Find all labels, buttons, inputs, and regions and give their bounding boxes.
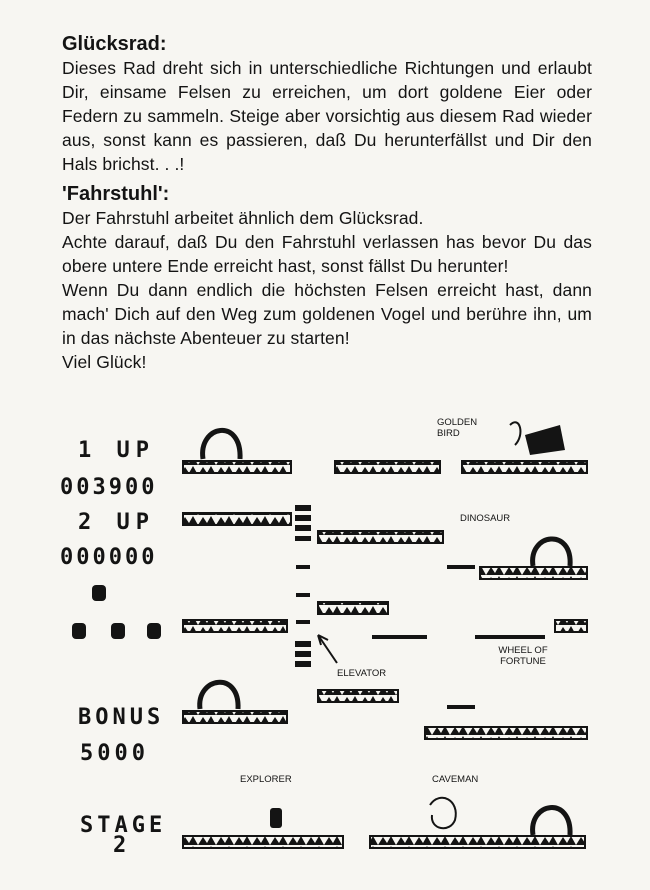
paragraph-fahrstuhl-2: Achte darauf, daß Du den Fahrstuhl verlassen has bevor Du das obere untere Ende erreicht hast, sonst fällst Du herunter! (62, 232, 592, 276)
paragraph-fahrstuhl-1: Der Fahrstuhl arbeitet ähnlich dem Glücksrad. (62, 208, 424, 228)
caveman-sprite (430, 798, 456, 828)
paragraph-fahrstuhl-4: Viel Glück! (62, 352, 147, 372)
label-caveman: CAVEMAN (432, 774, 479, 785)
elevator (295, 505, 337, 667)
label-explorer: EXPLORER (240, 774, 292, 785)
bonus-value: 5000 (80, 741, 149, 766)
player1-label: 1 UP (78, 438, 155, 463)
explorer-sprite (270, 808, 282, 828)
label-golden-bird: GOLDEN BIRD (437, 417, 478, 439)
heading-gluecksrad: Glücksrad: (62, 33, 167, 55)
label-wheel-of-fortune: WHEEL OF FORTUNE (498, 645, 548, 667)
paragraph-gluecksrad: Dieses Rad dreht sich in unterschiedliche Richtungen und erlaubt Dir, einsame Felsen zu erreichen, um dort goldene Eier oder Federn zu sammeln. Steige aber vorsichtig aus diesem Rad wieder aus, sonst kann es passieren, daß Du herunterfällst und Dir den Hals brichst. . .! (62, 58, 592, 174)
player1-score: 003900 (60, 475, 158, 500)
player2-score: 000000 (60, 545, 158, 570)
golden-bird-sprite (510, 422, 565, 455)
rock-platforms (183, 461, 587, 848)
lives-icons (72, 585, 161, 639)
label-dinosaur: DINOSAUR (460, 513, 511, 524)
stage-value: 2 (113, 833, 133, 858)
game-graphics (0, 405, 650, 890)
heading-fahrstuhl: 'Fahrstuhl': (62, 183, 170, 205)
bonus-label: BONUS (78, 705, 165, 730)
paragraph-fahrstuhl-3: Wenn Du dann endlich die höchsten Felsen erreicht hast, dann mach' Dich auf den Weg zum goldenen Vogel und berühre ihn, um in das nächste Abenteuer zu starten! (62, 280, 592, 348)
wheel-of-fortune (372, 565, 545, 709)
label-elevator: ELEVATOR (337, 668, 387, 679)
game-screenshot (0, 405, 650, 890)
stage-label: STAGE (80, 813, 167, 838)
player2-label: 2 UP (78, 510, 155, 535)
article (62, 32, 592, 374)
